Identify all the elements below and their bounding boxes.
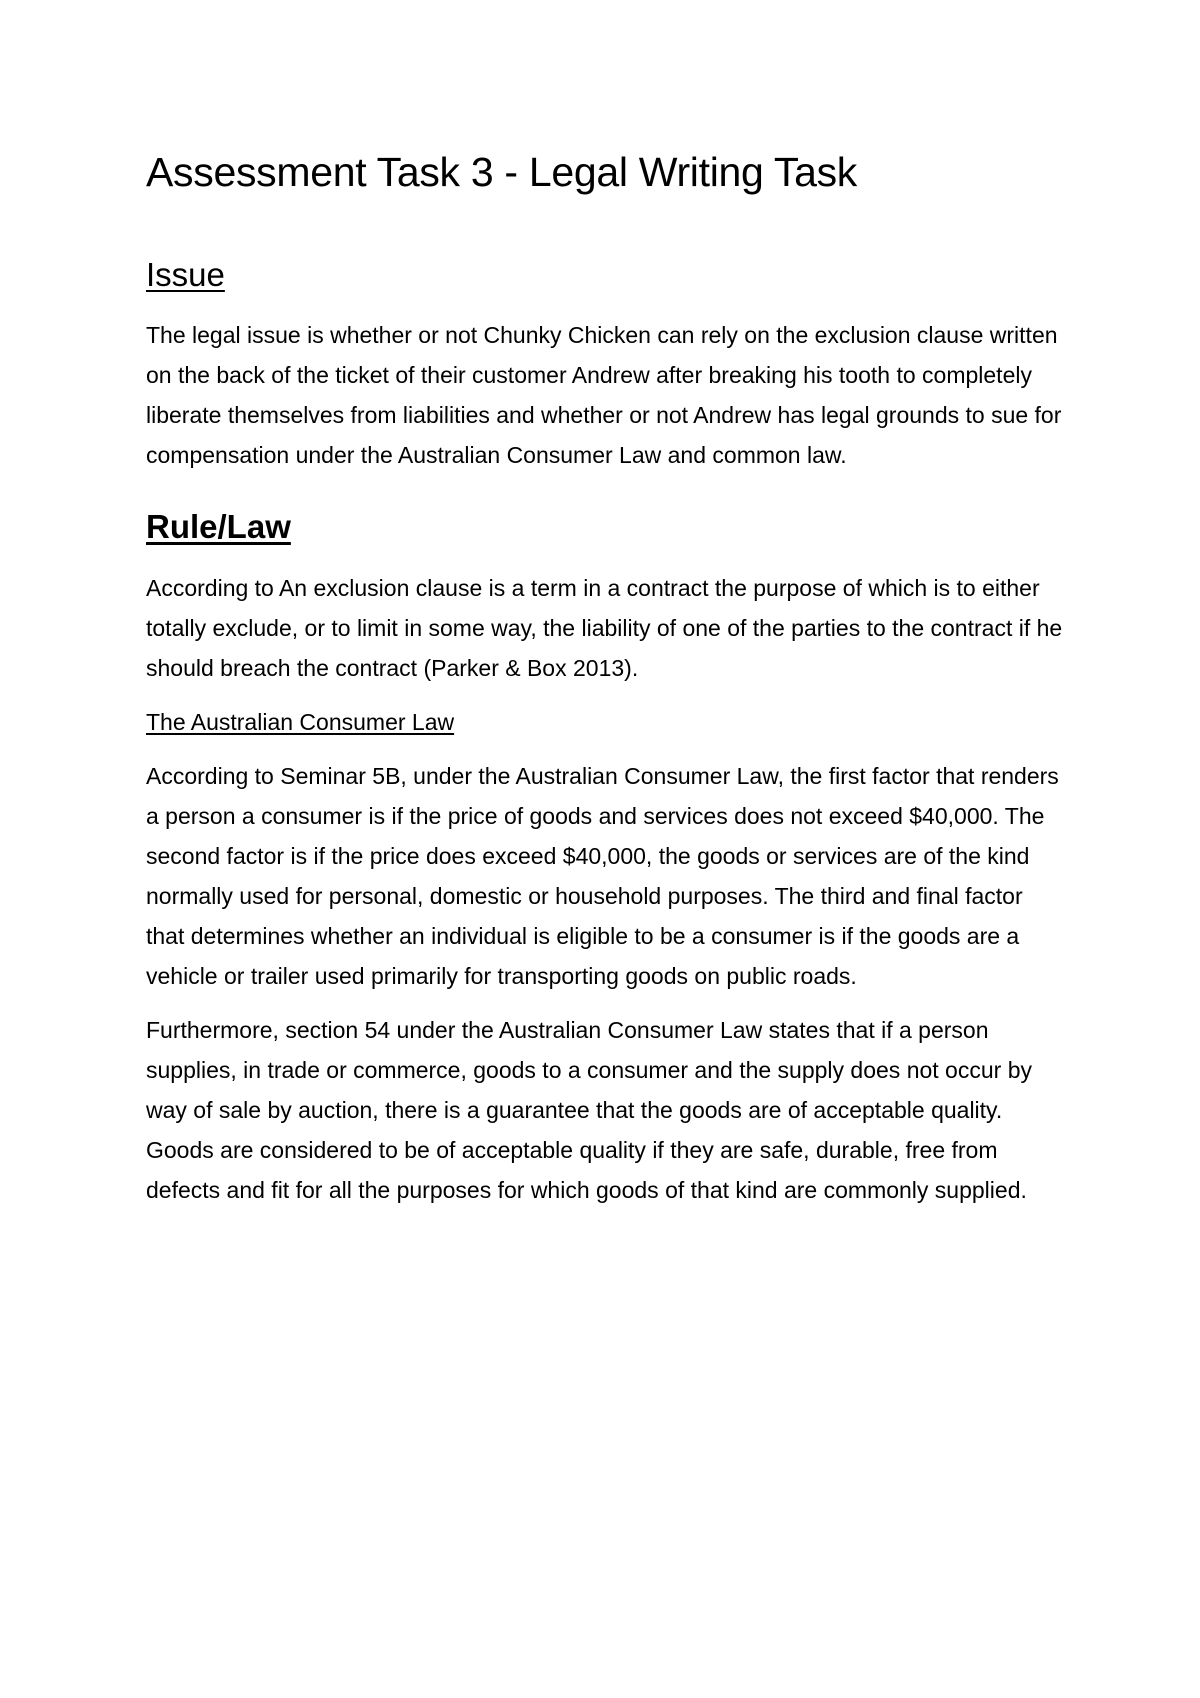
issue-paragraph: The legal issue is whether or not Chunky Chicken can rely on the exclusion clause written on the back of the ticket of their customer Andrew after breaking his tooth to completely liberate themselves from liabilities and whether or not Andrew has legal grounds to sue for compensation under the Australian Consumer Law and common law. xyxy=(146,322,1062,469)
document-page xyxy=(146,150,1066,1224)
australian-consumer-law-subheading: The Australian Consumer Law xyxy=(146,708,455,735)
rule-law-paragraph: According to An exclusion clause is a term in a contract the purpose of which is to either totally exclude, or to limit in some way, the liability of one of the parties to the contract if he should breach the contract (Parker & Box 2013). xyxy=(146,574,1063,681)
issue-heading: Issue xyxy=(146,256,225,294)
rule-law-heading: Rule/Law xyxy=(146,508,291,546)
section-54-paragraph: Furthermore, section 54 under the Australian Consumer Law states that if a person supplies, in trade or commerce, goods to a consumer and the supply does not occur by way of sale by auction, there is a guarantee that the goods are of acceptable quality. Goods are considered to be of acceptable quality if they are safe, durable, free from defects and fit for all the purposes for which goods of that kind are commonly supplied. xyxy=(146,1016,1032,1203)
document-title: Assessment Task 3 - Legal Writing Task xyxy=(146,149,857,195)
consumer-factors-paragraph: According to Seminar 5B, under the Australian Consumer Law, the first factor that renders a person a consumer is if the price of goods and services does not exceed $40,000. The second factor is if the price does exceed $40,000, the goods or services are of the kind normally used for personal, domestic or household purposes. The third and final factor that determines whether an individual is eligible to be a consumer is if the goods are a vehicle or trailer used primarily for transporting goods on public roads. xyxy=(146,762,1059,989)
